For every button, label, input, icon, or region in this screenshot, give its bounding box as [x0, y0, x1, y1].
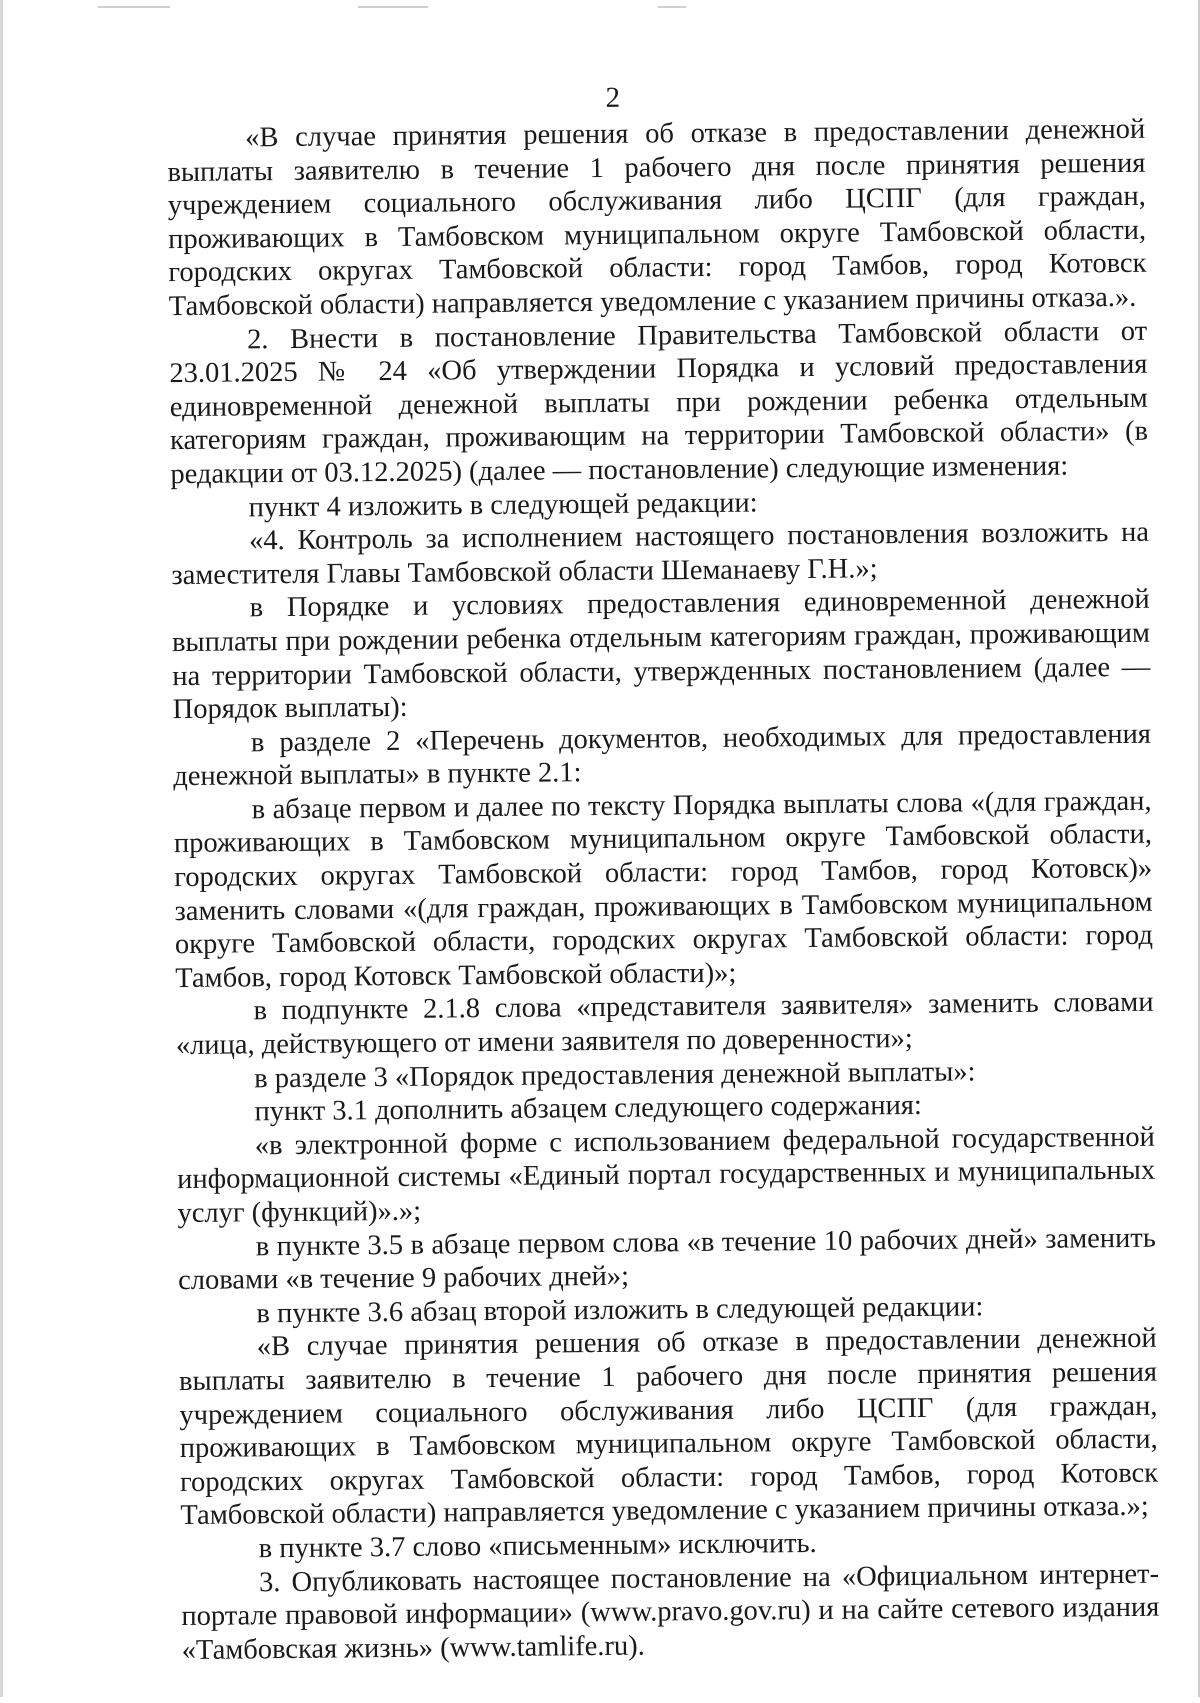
paragraph-point-3-6: в пункте 3.6 абзац второй изложить в следующей редакции: [256, 1291, 984, 1330]
page-number: 2 [605, 81, 621, 114]
paragraph-point-3-1: пункт 3.1 дополнить абзацем следующего содержания: [254, 1090, 922, 1128]
paragraph-quoted-refusal-notice-2: «В случае принятия решения об отказе в предоставлении денежной выплаты заявителю в течение 1 рабочего дня после принятия решения учреждением социального обслуживания либо ЦСПГ (для граждан, проживающих в Тамбовском муниципальном округе Тамбовской области, городских округах Тамбовской области: город Тамбов, город Котовск Тамбовской области) направляется уведомление с указанием причины отказа.»; [178, 1323, 1159, 1532]
paragraph-point-3-7: в пункте 3.7 слово «письменным» исключить. [258, 1527, 817, 1565]
paragraph-point-4: пункт 4 изложить в следующей редакции: [248, 487, 758, 523]
paragraph-electronic-form: «в электронной форме с использованием федеральной государственной информационной системы «Единый портал государственных и муниципальных услуг (функций)».»; [177, 1121, 1156, 1230]
paragraph-item-2: 2. Внести в постановление Правительства Тамбовской области от 23.01.2025 № 24 «Об утверждении Порядка и условий предоставления единовременной денежной выплаты при рождении ребенка отдельным категориям граждан, проживающим на территории Тамбовской области» (в редакции от 03.12.2025) (далее — постановление) следующие изменения: [169, 315, 1149, 491]
paragraph-quoted-refusal-notice: «В случае принятия решения об отказе в предоставлении денежной выплаты заявителю в течение 1 рабочего дня после принятия решения учреждением социального обслуживания либо ЦСПГ (для граждан, проживающих в Тамбовском муниципальном округе Тамбовской области, городских округах Тамбовской области: город Тамбов, город Котовск Тамбовской области) направляется уведомление с указанием причины отказа.». [167, 113, 1147, 323]
paragraph-first-abzac: в абзаце первом и далее по тексту Порядка выплаты слова «(для граждан, проживающих в Тамбовском муниципальном округе Тамбовской области, городских округах Тамбовской области: город Тамбов, город Котовск)» заменить словами «(для граждан, проживающих в Тамбовском муниципальном округе Тамбовской области, городских округах Тамбовской области: город Тамбов, город Котовск Тамбовской области)»; [173, 785, 1154, 994]
paragraph-section-2: в разделе 2 «Перечень документов, необходимых для предоставления денежной выплаты» в пункте 2.1: [173, 718, 1152, 793]
paragraph-procedure-intro: в Порядке и условиях предоставления единовременной денежной выплаты при рождении ребенка отдельным категориям граждан, проживающим на территории Тамбовской области, утвержденных постановлением (далее — Порядок выплаты): [171, 584, 1151, 726]
paragraph-control-clause: «4. Контроль за исполнением настоящего постановления возложить на заместителя Главы Тамбовской области Шеманаеву Г.Н.»; [171, 516, 1150, 591]
paragraph-point-3-5: в пункте 3.5 в абзаце первом слова «в течение 10 рабочих дней» заменить словами «в течение 9 рабочих дней»; [177, 1222, 1156, 1297]
paragraph-section-3: в разделе 3 «Порядок предоставления денежной выплаты»: [254, 1056, 976, 1094]
document-body [167, 113, 1160, 1668]
paragraph-item-3-publish: 3. Опубликовать настоящее постановление на «Официальном интернет-портале правовой информации» (www.pravo.gov.ru) и на сайте сетевого издания «Тамбовская жизнь» (www.tamlife.ru). [181, 1558, 1160, 1666]
paragraph-subpoint-2-1-8: в подпункте 2.1.8 слова «представителя заявителя» заменить словами «лица, действующего от имени заявителя по доверенности»; [175, 987, 1154, 1062]
